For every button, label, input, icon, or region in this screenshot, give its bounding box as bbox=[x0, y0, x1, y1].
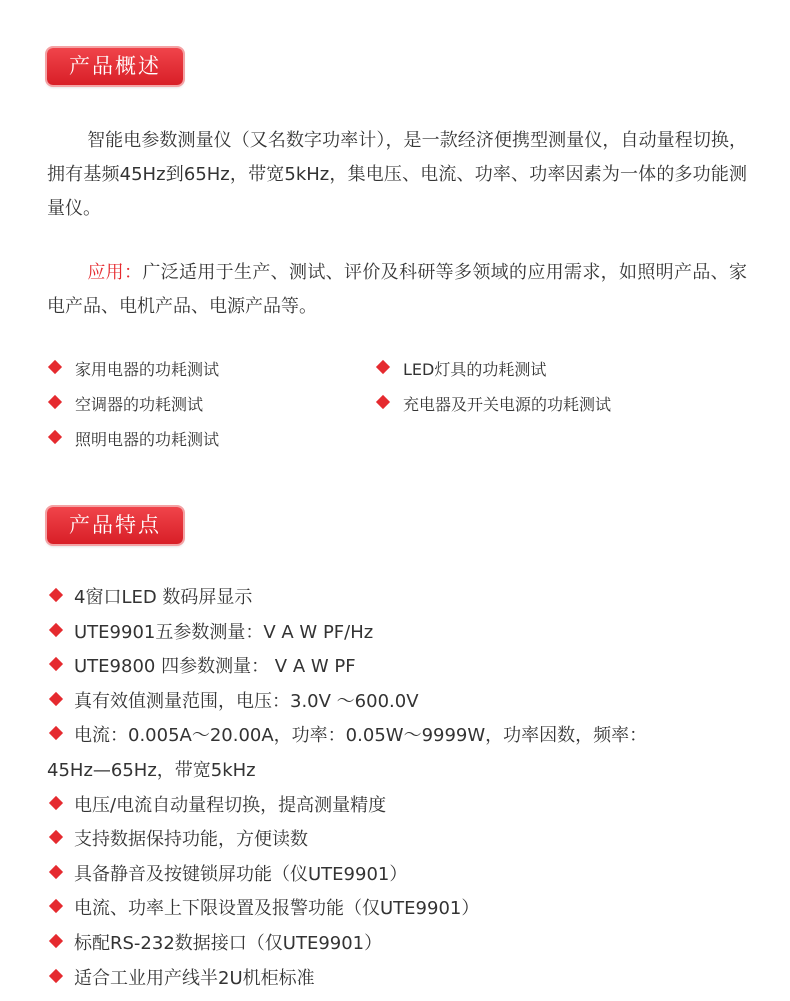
diamond-bullet-icon bbox=[49, 623, 63, 637]
list-item: 充电器及开关电源的功耗测试 bbox=[378, 387, 611, 422]
list-item: UTE9800 四参数测量： V A W PF bbox=[47, 650, 767, 685]
list-item: 电流：0.005A～20.00A，功率：0.05W～9999W，功率因数，频率： bbox=[47, 719, 767, 754]
diamond-bullet-icon bbox=[376, 395, 390, 409]
diamond-bullet-icon bbox=[48, 430, 62, 444]
diamond-bullet-icon bbox=[49, 865, 63, 879]
overview-intro bbox=[47, 124, 747, 226]
diamond-bullet-icon bbox=[49, 899, 63, 913]
list-item: 具备静音及按键锁屏功能（仪UTE9901） bbox=[47, 858, 767, 893]
overview-application bbox=[47, 256, 747, 324]
list-item: 真有效值测量范围，电压：3.0V ～600.0V bbox=[47, 685, 767, 720]
list-item: UTE9901五参数测量：V A W PF/Hz bbox=[47, 616, 767, 651]
list-item: 适合工业用产线半2U机柜标准 bbox=[47, 962, 767, 997]
diamond-bullet-icon bbox=[49, 830, 63, 844]
list-item: 标配RS-232数据接口（仅UTE9901） bbox=[47, 927, 767, 962]
diamond-bullet-icon bbox=[48, 395, 62, 409]
application-label: 应用： bbox=[87, 262, 143, 283]
features-list bbox=[47, 581, 767, 996]
diamond-bullet-icon bbox=[49, 726, 63, 740]
list-item: 电流、功率上下限设置及报警功能（仅UTE9901） bbox=[47, 892, 767, 927]
diamond-bullet-icon bbox=[48, 360, 62, 374]
list-item-continuation: 45Hz—65Hz，带宽5kHz bbox=[47, 759, 256, 781]
list-item: 4窗口LED 数码屏显示 bbox=[47, 581, 767, 616]
diamond-bullet-icon bbox=[49, 795, 63, 809]
list-item: LED灯具的功耗测试 bbox=[378, 352, 546, 387]
list-item: 支持数据保持功能，方便读数 bbox=[47, 823, 767, 858]
overview-heading: 产品概述 bbox=[69, 54, 161, 78]
diamond-bullet-icon bbox=[49, 692, 63, 706]
overview-intro-text: 智能电参数测量仪（又名数字功率计），是一款经济便携型测量仪，自动量程切换，拥有基频45Hz到65Hz，带宽5kHz，集电压、电流、功率、功率因素为一体的多功能测量仪。 bbox=[47, 130, 747, 219]
diamond-bullet-icon bbox=[49, 588, 63, 602]
overview-heading-badge bbox=[47, 48, 183, 85]
list-item: 空调器的功耗测试 bbox=[50, 387, 203, 422]
features-heading-badge bbox=[47, 507, 183, 544]
diamond-bullet-icon bbox=[376, 360, 390, 374]
diamond-bullet-icon bbox=[49, 657, 63, 671]
list-item: 家用电器的功耗测试 bbox=[50, 352, 219, 387]
list-item: 电压/电流自动量程切换，提高测量精度 bbox=[47, 789, 767, 824]
list-item: 照明电器的功耗测试 bbox=[50, 422, 219, 457]
application-text: 广泛适用于生产、测试、评价及科研等多领域的应用需求，如照明产品、家电产品、电机产品、电源产品等。 bbox=[47, 262, 748, 317]
diamond-bullet-icon bbox=[49, 968, 63, 982]
diamond-bullet-icon bbox=[49, 934, 63, 948]
features-heading: 产品特点 bbox=[69, 513, 161, 537]
